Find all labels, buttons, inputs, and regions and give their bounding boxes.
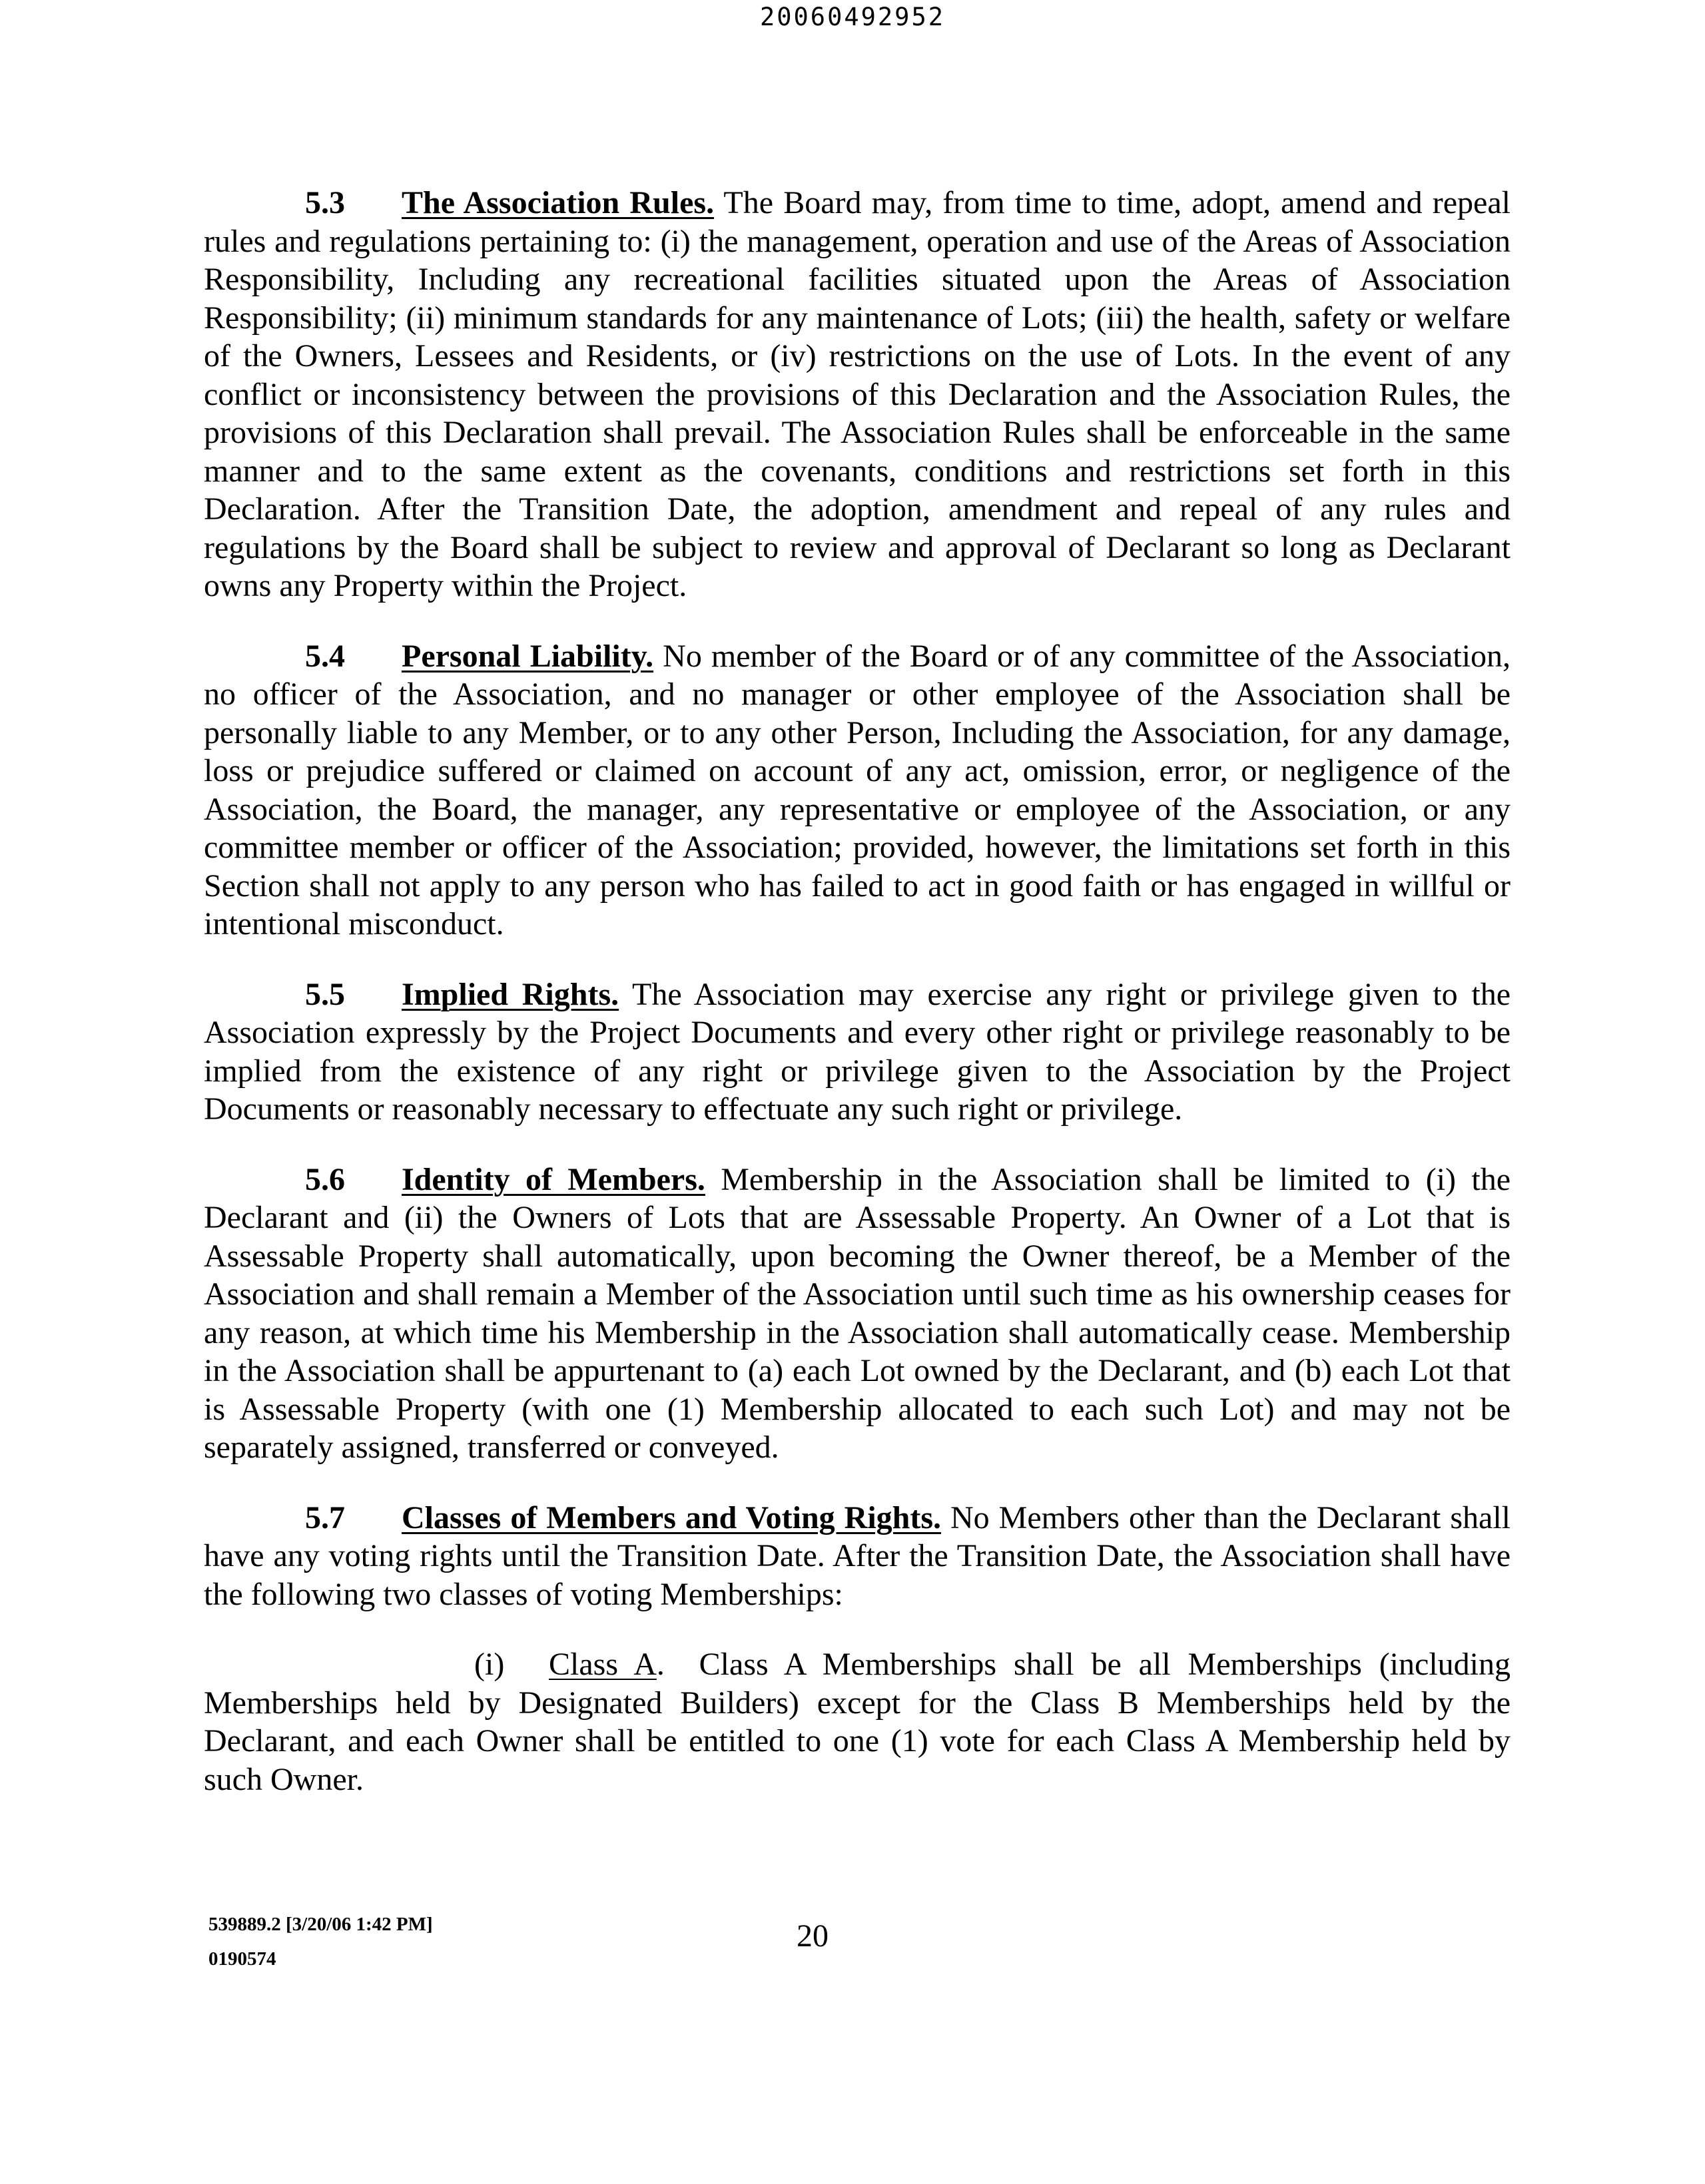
subsection-class-a: (i) Class A. Class A Memberships shall be all Memberships (including Memberships held by Designated Builders) except for the Class B Memberships held by the Declarant, and each Owner shall be entitled to one (1) vote for each Class A Membership held by such Owner. bbox=[204, 1647, 1511, 1797]
paragraph-gap bbox=[204, 1129, 1511, 1161]
section-text: The Association may exercise any right or privilege given to the Association expressly by the Project Documents and every other right or privilege reasonably to be implied from the existence of any right or privilege given to the Association by the Project Documents or reasonably necessary to effectuate any such right or privilege. bbox=[204, 976, 1511, 1127]
document-number: 20060492952 bbox=[759, 3, 946, 31]
document-reference: 539889.2 [3/20/06 1:42 PM] bbox=[208, 1914, 433, 1935]
paragraph-gap bbox=[204, 605, 1511, 637]
section-number: 5.4 bbox=[305, 638, 345, 674]
subsection-title: Class A bbox=[549, 1647, 657, 1682]
document-body bbox=[204, 184, 1511, 1798]
section-5-7 bbox=[204, 1499, 1511, 1614]
section-title: Classes of Members and Voting Rights. bbox=[402, 1500, 942, 1535]
section-title: The Association Rules. bbox=[402, 185, 715, 220]
section-5-6 bbox=[204, 1161, 1511, 1467]
subsection-text: Class A Memberships shall be all Memberships (including Memberships held by Designated Builders) except for the Class B Memberships held by the Declarant, and each Owner shall be entitled to one (1) vote for each Class A Membership held by such Owner. bbox=[204, 1647, 1511, 1797]
section-title: Personal Liability. bbox=[402, 638, 654, 674]
section-5-5 bbox=[204, 975, 1511, 1129]
file-number: 0190574 bbox=[208, 1948, 276, 1970]
footer-reference bbox=[208, 1907, 433, 1976]
section-5-4 bbox=[204, 637, 1511, 944]
section-text: No member of the Board or of any committee of the Association, no officer of the Association, and no manager or other employee of the Association shall be personally liable to any Member, or to any other Person, Including the Association, for any damage, loss or prejudice suffered or claimed on account of any act, omission, error, or negligence of the Association, the Board, the manager, any representative or employee of the Association, or any committee member or officer of the Association; provided, however, the limitations set forth in this Section shall not apply to any person who has failed to act in good faith or has engaged in willful or intentional misconduct. bbox=[204, 638, 1511, 942]
section-number: 5.6 bbox=[305, 1161, 345, 1197]
section-number: 5.5 bbox=[305, 976, 345, 1012]
section-text: Membership in the Association shall be limited to (i) the Declarant and (ii) the Owners of Lots that are Assessable Property. An Owner of a Lot that is Assessable Property shall automatically, upon becoming the Owner thereof, be a Member of the Association and shall remain a Member of the Association until such time as his ownership ceases for any reason, at which time his Membership in the Association shall automatically cease. Membership in the Association shall be appurtenant to (a) each Lot owned by the Declarant, and (b) each Lot that is Assessable Property (with one (1) Membership allocated to each such Lot) and may not be separately assigned, transferred or conveyed. bbox=[204, 1161, 1511, 1465]
paragraph-gap bbox=[204, 1613, 1511, 1645]
paragraph-gap bbox=[204, 1467, 1511, 1499]
section-5-3 bbox=[204, 184, 1511, 605]
section-title: Identity of Members. bbox=[402, 1161, 705, 1197]
page-number: 20 bbox=[797, 1918, 829, 1954]
section-title: Implied Rights. bbox=[402, 976, 619, 1012]
section-number: 5.7 bbox=[305, 1500, 345, 1535]
subsection-number: (i) bbox=[474, 1647, 505, 1682]
section-text: No Members other than the Declarant shall have any voting rights until the Transition Date. After the Transition Date, the Association shall have the following two classes of voting Memberships: bbox=[204, 1500, 1511, 1612]
section-number: 5.3 bbox=[305, 185, 345, 220]
section-text: The Board may, from time to time, adopt, amend and repeal rules and regulations pertaining to: (i) the management, operation and use of the Areas of Association Responsibility, Including any recreational facilities situated upon the Areas of Association Responsibility; (ii) minimum standards for any maintenance of Lots; (iii) the health, safety or welfare of the Owners, Lessees and Residents, or (iv) restrictions on the use of Lots. In the event of any conflict or inconsistency between the provisions of this Declaration and the Association Rules, the provisions of this Declaration shall prevail. The Association Rules shall be enforceable in the same manner and to the same extent as the covenants, conditions and restrictions set forth in this Declaration. After the Transition Date, the adoption, amendment and repeal of any rules and regulations by the Board shall be subject to review and approval of Declarant so long as Declarant owns any Property within the Project. bbox=[204, 185, 1511, 603]
paragraph-gap bbox=[204, 944, 1511, 975]
